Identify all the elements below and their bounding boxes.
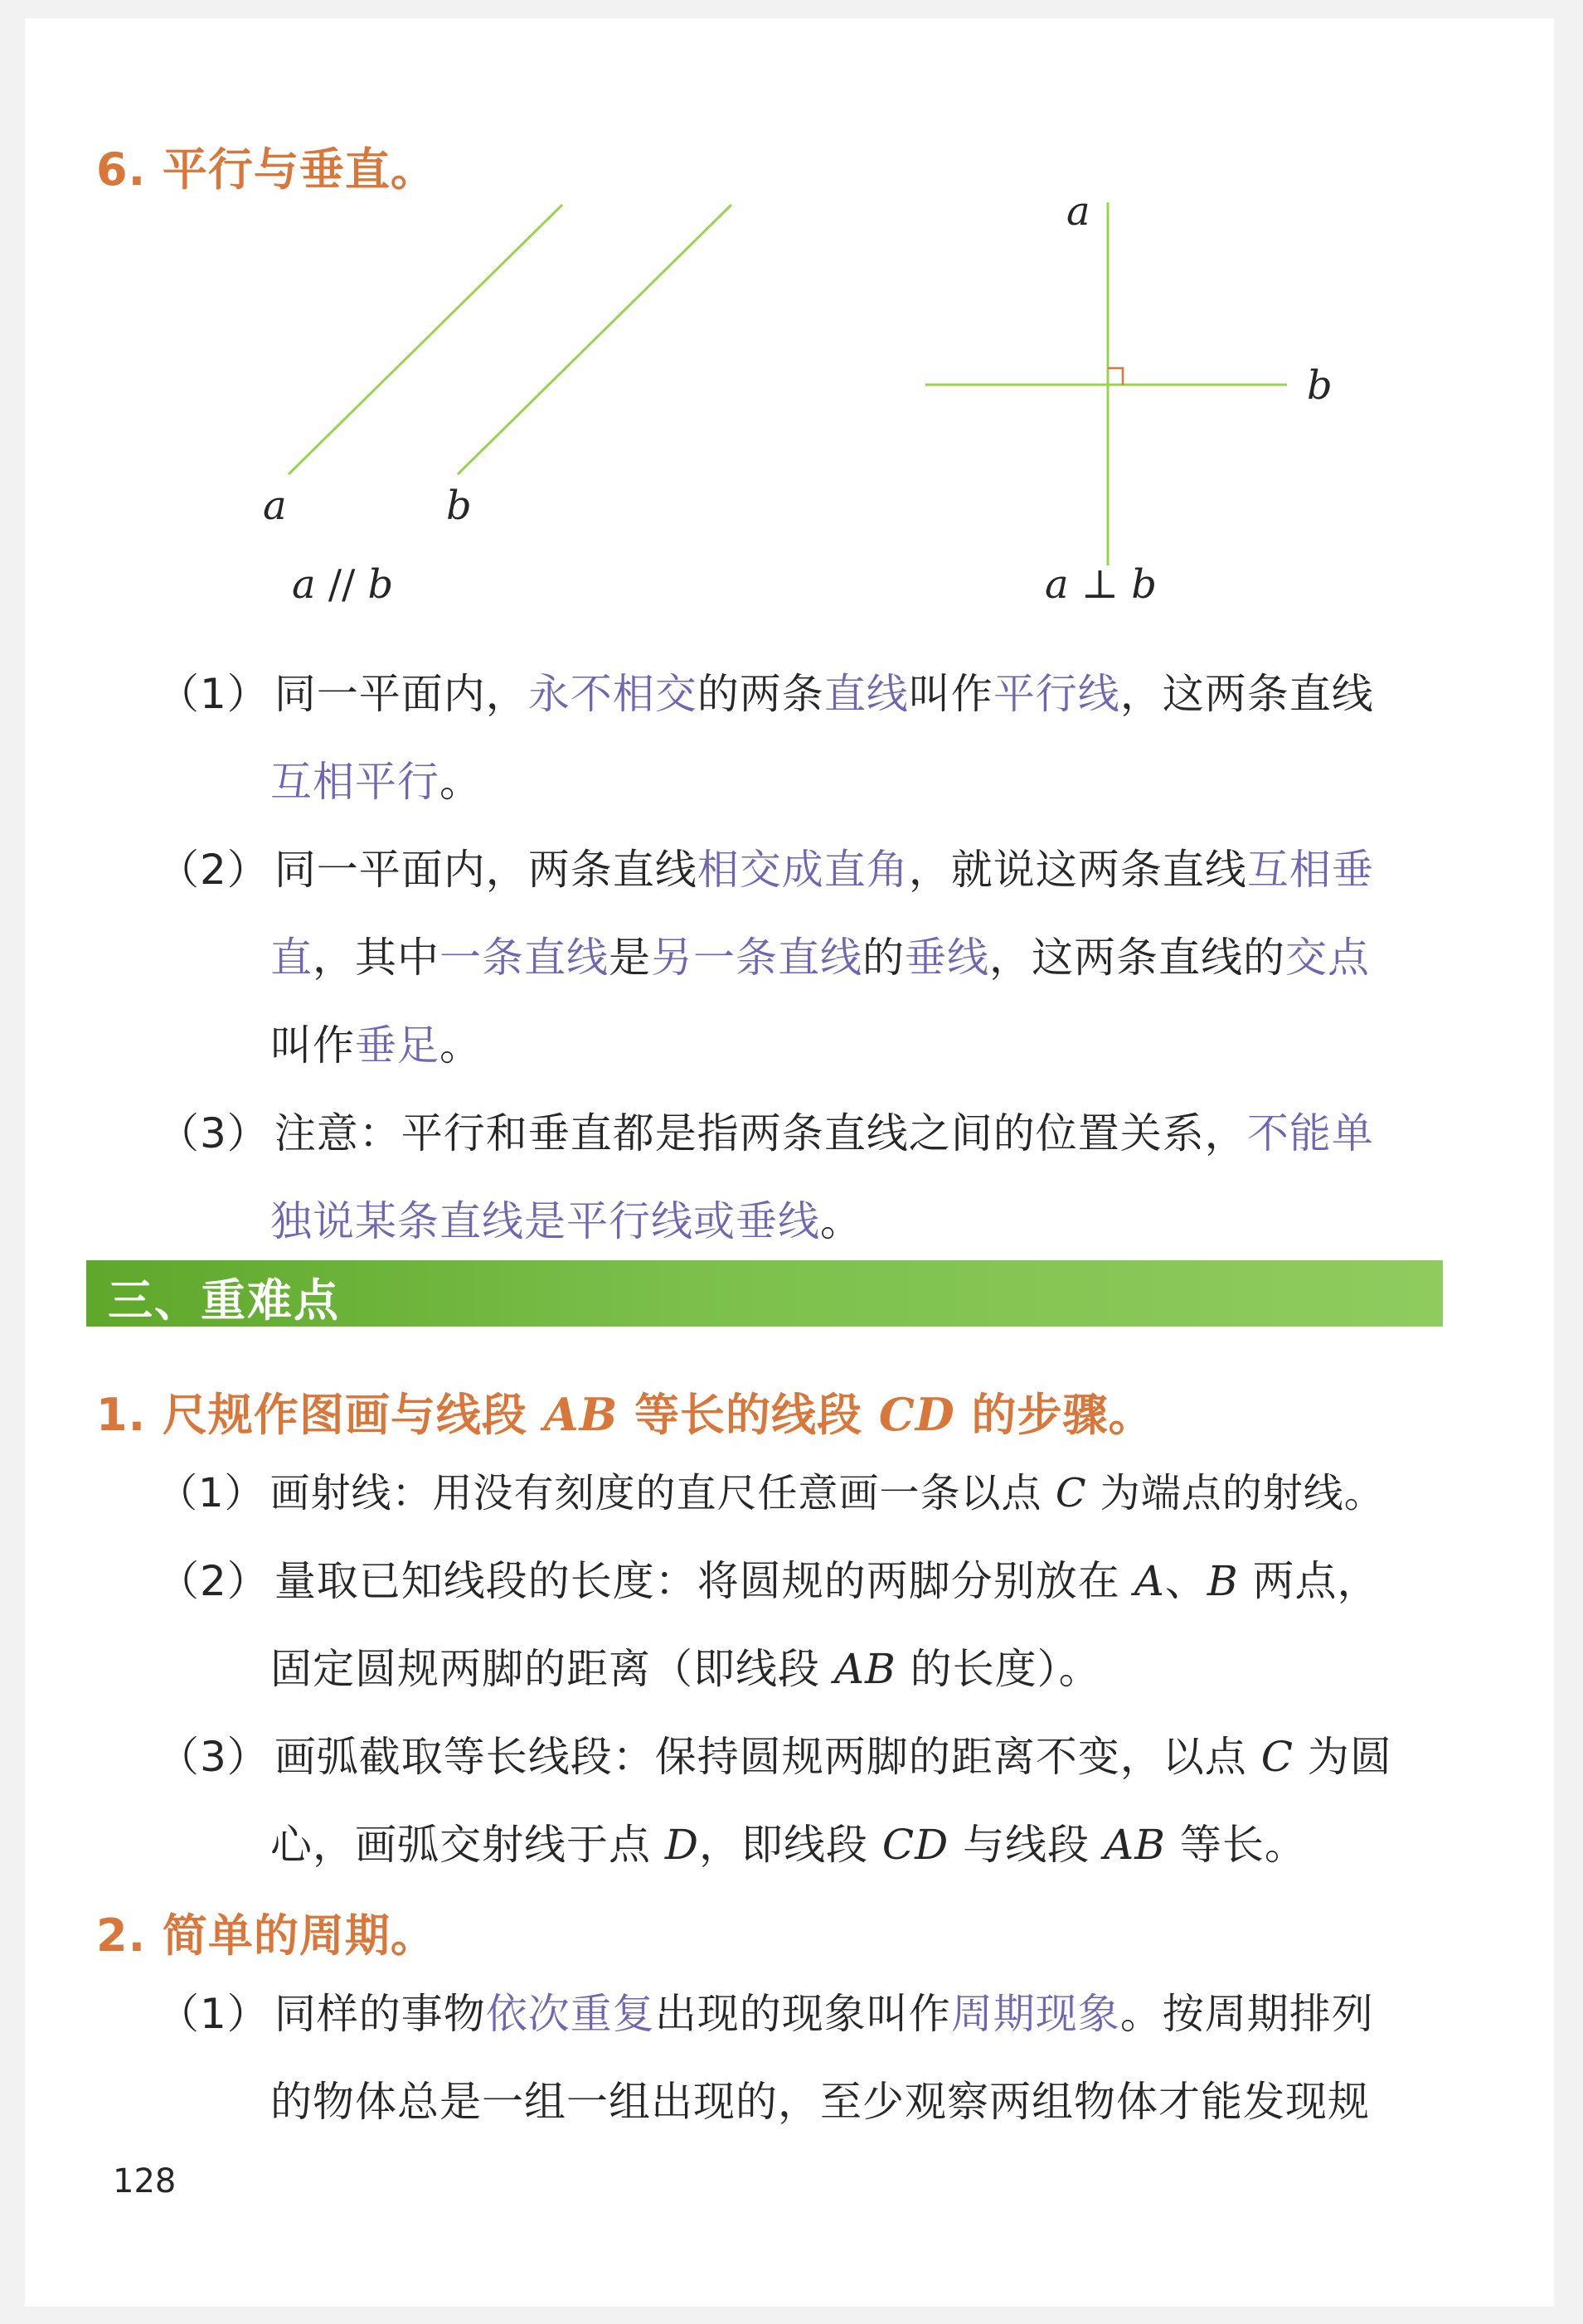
- text: 出现的现象叫作: [654, 1990, 951, 2038]
- highlight-text: 平行线: [993, 670, 1120, 718]
- text: 叫作: [270, 1021, 355, 1070]
- text: 的: [862, 934, 905, 982]
- banner-title: 三、重难点: [108, 1274, 340, 1327]
- text: 等长的线段: [618, 1389, 879, 1441]
- highlight-text: 永不相交: [527, 670, 697, 718]
- highlight-text: 独说某条直线是平行线或垂线: [270, 1197, 820, 1245]
- label-a-perpendicular: a: [1066, 188, 1090, 235]
- text: 等长。: [1165, 1821, 1307, 1869]
- text: ，这两条直线: [1119, 670, 1374, 718]
- parallel-line-a: [289, 205, 562, 474]
- math-text: AB: [833, 1645, 896, 1693]
- point2-heading: 2. 简单的周期。: [96, 1909, 436, 1962]
- highlight-text: 另一条直线: [651, 934, 862, 982]
- text: 画弧截取等长线段：保持圆规两脚的距离不变，以点: [274, 1733, 1261, 1781]
- item-number: （3）: [158, 1733, 269, 1781]
- page: [25, 18, 1554, 2307]
- math-text: B: [1207, 1557, 1239, 1605]
- text: 。: [820, 1197, 862, 1245]
- definition-perpendicular-line1: [158, 826, 1374, 914]
- step3-line2: [270, 1801, 1307, 1889]
- text: 画射线：用没有刻度的直尺任意画一条以点: [269, 1470, 1056, 1516]
- item-number: （1）: [158, 1990, 269, 2038]
- math-text: AB: [543, 1388, 619, 1441]
- period-line2: [270, 2058, 1370, 2146]
- highlight-text: 互相垂: [1246, 846, 1374, 894]
- section-heading-parallel-perpendicular: 6. 平行与垂直。: [96, 143, 436, 196]
- item-number: （2）: [158, 846, 269, 894]
- text: 两点，: [1238, 1557, 1380, 1605]
- caption-parallel-a: a: [292, 561, 316, 608]
- math-text: D: [664, 1821, 699, 1869]
- text: ，这两条直线的: [989, 934, 1285, 982]
- text: 同一平面内，两条直线: [274, 846, 697, 894]
- note-line2: [270, 1177, 862, 1265]
- text: 固定圆规两脚的距离（即线段: [270, 1645, 834, 1693]
- highlight-text: 直: [270, 934, 313, 982]
- text: 与线段: [949, 1821, 1105, 1869]
- text: 的步骤。: [954, 1389, 1154, 1441]
- perpendicular-symbol: ⊥: [1080, 561, 1119, 608]
- highlight-text: 相交成直角: [697, 846, 909, 894]
- text: 同一平面内，: [274, 670, 528, 718]
- label-b-parallel: b: [446, 483, 472, 529]
- math-text: CD: [881, 1821, 949, 1869]
- highlight-text: 交点: [1285, 934, 1370, 982]
- page-number: 128: [113, 2162, 177, 2200]
- item-number: （2）: [158, 1557, 269, 1605]
- text: 是: [609, 934, 651, 982]
- highlight-text: 周期现象: [950, 1990, 1120, 2038]
- highlight-text: 依次重复: [485, 1990, 655, 2038]
- figure-lines: [25, 18, 1554, 665]
- caption-parallel: [292, 561, 393, 608]
- math-text: AB: [1104, 1821, 1166, 1869]
- step1-line1: [158, 1449, 1385, 1537]
- math-text: C: [1260, 1733, 1294, 1781]
- text: 。按周期排列: [1119, 1990, 1374, 2038]
- highlight-text: 互相平行: [270, 758, 439, 806]
- text: 叫作: [908, 670, 993, 718]
- text: 心，画弧交射线于点: [270, 1821, 665, 1869]
- text: 的两条: [697, 670, 824, 718]
- note-line1: [158, 1089, 1374, 1177]
- text: 。: [439, 758, 482, 806]
- text: 。: [439, 1021, 482, 1070]
- highlight-text: 一条直线: [439, 934, 609, 982]
- caption-parallel-b: b: [367, 561, 394, 608]
- label-b-perpendicular: b: [1307, 362, 1333, 409]
- text: 为端点的射线。: [1086, 1470, 1385, 1516]
- item-number: （1）: [158, 670, 269, 718]
- parallel-line-b: [458, 205, 731, 474]
- math-text: CD: [878, 1388, 955, 1441]
- text: 的物体总是一组一组出现的，至少观察两组物体才能发现规: [270, 2078, 1370, 2126]
- text: ，就说这两条直线: [908, 846, 1247, 894]
- text: ，即线段: [699, 1821, 882, 1869]
- text: ，其中: [313, 934, 439, 982]
- highlight-text: 垂线: [905, 934, 989, 982]
- right-angle-mark: [1108, 368, 1123, 385]
- caption-perpendicular: [1045, 561, 1157, 608]
- text: 为圆: [1293, 1733, 1392, 1781]
- period-line1: [158, 1970, 1374, 2058]
- section-banner: [86, 1260, 1443, 1327]
- text: 1. 尺规作图画与线段: [96, 1389, 544, 1441]
- text: 量取已知线段的长度：将圆规的两脚分别放在: [274, 1557, 1134, 1605]
- step2-line1: [158, 1537, 1379, 1625]
- text: 的长度）。: [896, 1645, 1101, 1693]
- text: 同样的事物: [274, 1990, 486, 2038]
- caption-perpendicular-a: a: [1045, 561, 1069, 608]
- caption-perpendicular-b: b: [1131, 561, 1158, 608]
- definition-perpendicular-line3: [270, 1002, 482, 1089]
- highlight-text: 垂足: [355, 1021, 439, 1070]
- text: 、: [1164, 1557, 1207, 1605]
- highlight-text: 直线: [823, 670, 909, 718]
- step2-line2: [270, 1625, 1101, 1713]
- parallel-symbol: //: [328, 561, 356, 608]
- label-a-parallel: a: [263, 483, 287, 529]
- definition-perpendicular-line2: [270, 914, 1370, 1002]
- item-number: （3）: [158, 1109, 269, 1157]
- math-text: C: [1055, 1470, 1087, 1516]
- item-number: （1）: [158, 1470, 265, 1516]
- text: 注意：平行和垂直都是指两条直线之间的位置关系，: [274, 1109, 1247, 1157]
- highlight-text: 不能单: [1246, 1109, 1374, 1157]
- definition-parallel-line1: [158, 650, 1374, 738]
- definition-parallel-line2: [270, 738, 482, 826]
- math-text: A: [1134, 1557, 1165, 1605]
- step3-line1: [158, 1713, 1392, 1801]
- point1-heading: [96, 1380, 1153, 1443]
